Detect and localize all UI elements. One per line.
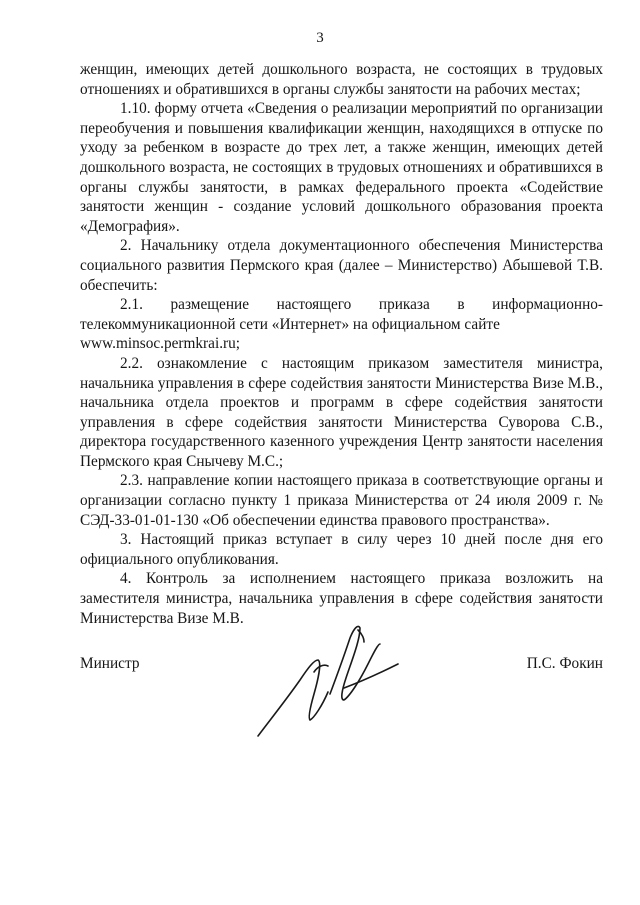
handwritten-signature xyxy=(248,608,408,748)
page-number: 3 xyxy=(316,30,324,46)
paragraph-2-3: 2.3. направление копии настоящего приказа в соответствующие органы и организации согласно пункту 1 приказа Министерства от 24 июля 2009 г. № СЭД-33-01-01-130 «Об обеспечении единства правового пространства». xyxy=(80,472,603,529)
paragraph-1-10: 1.10. форму отчета «Сведения о реализации мероприятий по организации переобучения и повышения квалификации женщин, находящихся в отпуске по уходу за ребенком в возрасте до трех лет, а также женщин, имеющих детей дошкольного возраста, не состоящих в трудовых отношениях и обратившихся в органы службы занятости, в рамках федерального проекта «Содействие занятости женщин - создание условий дошкольного образования проекта «Демография». xyxy=(80,100,603,235)
paragraph-2-2: 2.2. ознакомление с настоящим приказом заместителя министра, начальника управления в сфере содействия занятости Министерства Визе М.В., начальника отдела проектов и программ в сфере содействия занятости управления в сфере содействия занятости Министерства Суворова С.В., директора государственного казенного учреждения Центр занятости населения Пермского края Снычеву М.С.; xyxy=(80,354,603,470)
minister-position-label: Министр xyxy=(80,655,140,672)
paragraph-2: 2. Начальнику отдела документационного обеспечения Министерства социального развития Пермского края (далее – Министерство) Абышевой Т.В. обеспечить: xyxy=(80,237,603,294)
signer-name: П.С. Фокин xyxy=(526,655,603,672)
website-url: www.minsoc.permkrai.ru; xyxy=(80,335,241,353)
paragraph-continuation: женщин, имеющих детей дошкольного возраста, не состоящих в трудовых отношениях и обратившихся в органы службы занятости на рабочих местах; xyxy=(80,61,603,98)
paragraph-3: 3. Настоящий приказ вступает в силу через 10 дней после дня его официального опубликования. xyxy=(80,531,603,568)
paragraph-2-1: 2.1. размещение настоящего приказа в информационно-телекоммуникационной сети «Интернет» на официальном сайте xyxy=(80,296,603,333)
paragraph-4: 4. Контроль за исполнением настоящего приказа возложить на заместителя министра, начальника управления в сфере содействия занятости Министерства Визе М.В. xyxy=(80,570,603,627)
document-body xyxy=(80,60,603,628)
